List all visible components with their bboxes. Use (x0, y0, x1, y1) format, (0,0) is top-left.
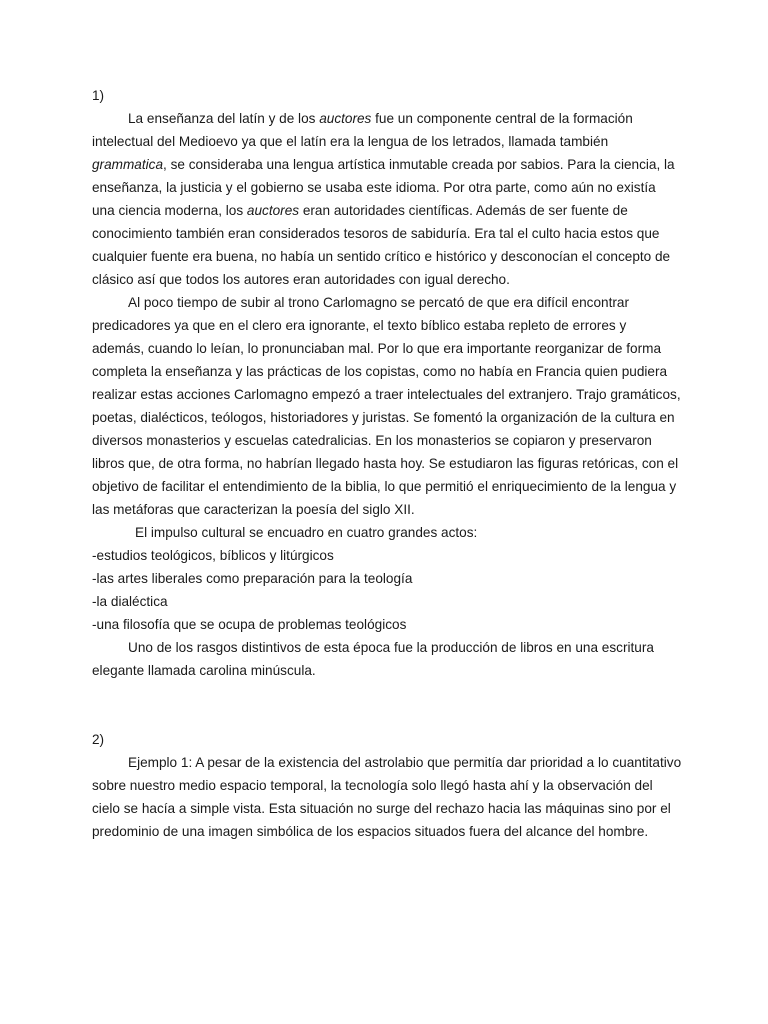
paragraph-ejemplo-1: Ejemplo 1: A pesar de la existencia del astrolabio que permitía dar prioridad a lo cuantitativo sobre nuestro medio espacio temporal, la tecnología solo llegó hasta ahí y la observación del cielo se hacía a simple vista. Esta situación no surge del rechazo hacia las máquinas sino por el predominio de una imagen simbólica de los espacios situados fuera del alcance del hombre. (92, 755, 682, 839)
list-item: -la dialéctica (92, 594, 168, 609)
text-run: La enseñanza del latín y de los (128, 111, 320, 126)
paragraph-impulso: El impulso cultural se encuadro en cuatro grandes actos: (135, 525, 478, 540)
document-page (92, 84, 682, 843)
section-number: 1) (92, 88, 105, 103)
italic-term: auctores (246, 203, 300, 218)
paragraph-carolina: Uno de los rasgos distintivos de esta época fue la producción de libros en una escritura elegante llamada carolina minúscula. (92, 640, 654, 678)
text-run: eran autoridades científicas. Además de ser fuente de conocimiento también eran considerados tesoros de sabiduría. Era tal el culto hacia estos que cualquier fuente era buena, no había un sentido crítico e histórico y desconocían el concepto de clásico así que todos los autores eran autoridades con igual derecho. (92, 203, 671, 287)
section-number: 2) (92, 732, 105, 747)
paragraph-auctores (92, 107, 682, 291)
italic-term: grammatica (92, 157, 164, 172)
text-run: fue un componente central de la formación intelectual del Medioevo ya que el latín era la lengua de los letrados, llamada también (92, 111, 633, 149)
acts-list (92, 544, 682, 636)
paragraph-carlomagno: Al poco tiempo de subir al trono Carlomagno se percató de que era difícil encontrar predicadores ya que en el clero era ignorante, el texto bíblico estaba repleto de errores y además, cuando lo leían, lo pronunciaban mal. Por lo que era importante reorganizar de forma completa la enseñanza y las prácticas de los copistas, como no había en Francia quien pudiera realizar estas acciones Carlomagno empezó a traer intelectuales del extranjero. Trajo gramáticos, poetas, dialécticos, teólogos, historiadores y juristas. Se fomentó la organización de la cultura en diversos monasterios y escuelas catedralicias. En los monasterios se copiaron y preservaron libros que, de otra forma, no habrían llegado hasta hoy. Se estudiaron las figuras retóricas, con el objetivo de facilitar el entendimiento de la biblia, lo que permitió el enriquecimiento de la lengua y las metáforas que caracterizan la poesía del siglo XII. (92, 295, 681, 517)
section-2 (92, 728, 682, 843)
section-gap (92, 682, 682, 728)
list-item: -estudios teológicos, bíblicos y litúrgicos (92, 548, 334, 563)
italic-term: auctores (319, 111, 372, 126)
list-item: -las artes liberales como preparación para la teología (92, 571, 413, 586)
list-item: -una filosofía que se ocupa de problemas teológicos (92, 617, 407, 632)
section-1 (92, 84, 682, 682)
text-run: , se consideraba una lengua artística inmutable creada por sabios. Para la ciencia, la enseñanza, la justicia y el gobierno se usaba este idioma. Por otra parte, como aún no existía una ciencia moderna, los (92, 157, 675, 218)
